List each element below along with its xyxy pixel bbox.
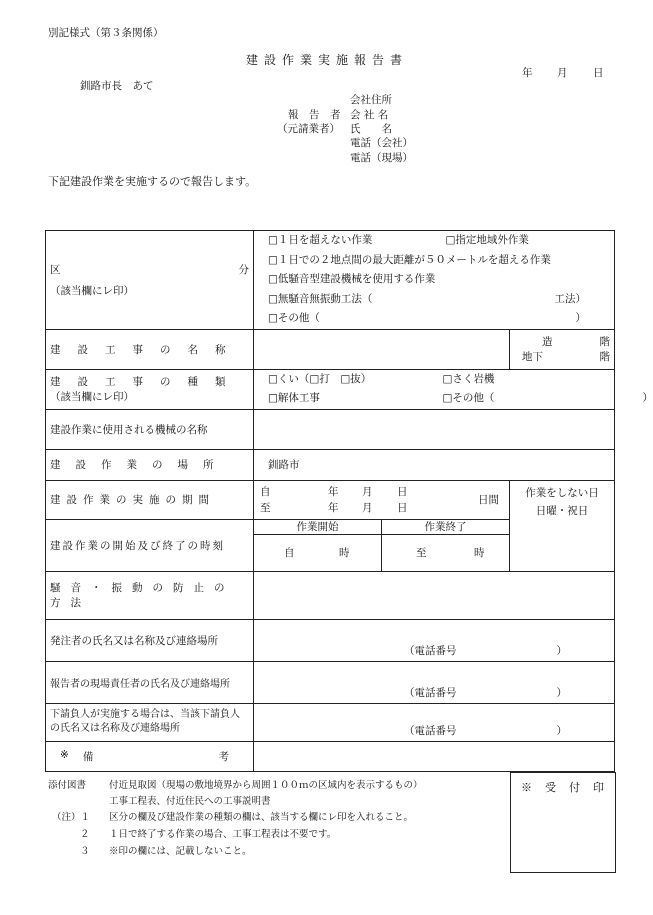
- construction-type-options[interactable]: □くい（□打 □抜） □さく岩機 □解体工事 □その他（ ）: [254, 369, 615, 409]
- reporter-label: 報 告 者: [288, 109, 341, 121]
- location-field[interactable]: 釧路市: [254, 449, 615, 480]
- construction-name-row: [46, 329, 615, 369]
- attachment-2: 工事工程表、付近住民への工事説明書: [109, 796, 271, 807]
- option-silent-method[interactable]: □無騒音無振動工法（: [268, 292, 373, 305]
- site-phone-label: 電話（現場）: [350, 152, 413, 164]
- machine-row: [46, 409, 615, 449]
- company-address-label: 会社住所: [350, 94, 392, 106]
- noise-row: [46, 571, 615, 619]
- category-row: [46, 231, 615, 330]
- type-pile-option[interactable]: □くい（□打 □抜）: [268, 373, 372, 385]
- period-label: 建設作業の実施の期間: [46, 480, 254, 519]
- remarks-row: [46, 741, 615, 771]
- option-single-day[interactable]: □１日を超えない作業: [268, 234, 373, 246]
- machine-label: 建設作業に使用される機械の名称: [46, 409, 254, 449]
- form-reference: 別記様式（第３条関係）: [48, 27, 164, 39]
- orderer-field[interactable]: （電話番号 ）: [254, 619, 615, 661]
- person-name-label: 氏 名: [350, 123, 392, 135]
- period-field[interactable]: 自 年 月 日 至 年 月 日 日間: [254, 480, 510, 519]
- addressee: 釧路市長 あて: [80, 80, 154, 92]
- orderer-row: [46, 619, 615, 661]
- note-1: 区分の欄及び建設作業の種類の欄は、該当する欄にレ印を入れること。: [109, 812, 414, 823]
- location-row: [46, 449, 615, 480]
- company-name-label: 会 社 名: [350, 109, 389, 121]
- option-outside-area[interactable]: □指定地域外作業: [445, 234, 529, 246]
- construction-type-row: [46, 369, 615, 409]
- floors-cell[interactable]: 造 階 地下 階: [510, 329, 615, 369]
- noise-field[interactable]: [254, 571, 615, 619]
- note-label: （注）１: [52, 812, 91, 823]
- option-low-noise[interactable]: □低騒音型建設機械を使用する作業: [268, 273, 436, 285]
- page-title: 建設作業実施報告書: [246, 53, 409, 67]
- reporter-note: （元請業者）: [277, 123, 340, 135]
- type-demolition-option[interactable]: □解体工事: [268, 392, 320, 404]
- note-2: １日で終了する作業の場合、工事工程表は不要です。: [109, 829, 337, 840]
- time-end-cell[interactable]: 作業終了 至 時: [382, 519, 510, 571]
- receipt-stamp-box[interactable]: [510, 772, 616, 873]
- site-manager-field[interactable]: （電話番号 ）: [254, 661, 615, 703]
- site-manager-label: 報告者の現場責任者の氏名及び連絡場所: [46, 661, 254, 703]
- time-label: 建設作業の開始及び終了の時刻: [46, 519, 254, 571]
- category-label-cell: 区 分 （該当欄にレ印）: [46, 231, 254, 330]
- type-other-option[interactable]: □その他（: [442, 392, 495, 404]
- subcontractor-label: 下請負人が実施する場合は、当該下請負人の氏名又は名称及び連絡場所: [46, 703, 254, 741]
- orderer-label: 発注者の氏名又は名称及び連絡場所: [46, 619, 254, 661]
- note-3-number: ３: [80, 846, 90, 857]
- location-label: 建設作業の場所: [46, 449, 254, 480]
- machine-field[interactable]: [254, 409, 615, 449]
- date-month-label: 月: [557, 67, 568, 79]
- remarks-field[interactable]: [254, 741, 615, 771]
- receipt-stamp-label: ※ 受 付 印: [521, 781, 605, 794]
- construction-type-label: 建設工事の種類 （該当欄にレ印）: [46, 369, 254, 409]
- site-manager-row: [46, 661, 615, 703]
- company-phone-label: 電話（会社）: [350, 137, 413, 149]
- subcontractor-row: [46, 703, 615, 741]
- attachments-label: 添付図書: [48, 780, 87, 791]
- option-distance[interactable]: □１日での２地点間の最大距離が５０メートルを超える作業: [268, 253, 551, 266]
- option-other[interactable]: □その他（: [268, 312, 320, 324]
- note-2-number: ２: [80, 829, 90, 840]
- remarks-label: ※ 備 考: [46, 741, 254, 771]
- report-form-table: [45, 230, 653, 772]
- attachment-1: 付近見取図（現場の敷地境界から周囲１００ｍの区域内を表示するもの）: [109, 780, 423, 791]
- report-statement: 下記建設作業を実施するので報告します。: [48, 175, 257, 188]
- type-rock-drill-option[interactable]: □さく岩機: [442, 373, 495, 385]
- date-day-label: 日: [593, 67, 604, 79]
- date-year-label: 年: [522, 67, 533, 79]
- no-work-days-cell[interactable]: [510, 480, 615, 571]
- period-row: [46, 480, 615, 519]
- subcontractor-field[interactable]: （電話番号 ）: [254, 703, 615, 741]
- construction-name-field[interactable]: [254, 329, 510, 369]
- noise-label: 騒音・振動の防止の方法: [46, 571, 254, 619]
- construction-name-label: 建設工事の名称: [46, 329, 254, 369]
- no-work-days-header: 作業をしない日: [525, 486, 599, 499]
- category-note: （該当欄にレ印）: [50, 284, 134, 297]
- category-options[interactable]: □１日を超えない作業 □指定地域外作業 □１日での２地点間の最大距離が５０メートルを超える作業 □低騒音型建設機械を使用する作業 □無騒音無振動工法（ 工法） □その他（ ）: [254, 231, 615, 330]
- time-start-cell[interactable]: 作業開始 自 時: [254, 519, 382, 571]
- no-work-days-value: 日曜・祝日: [535, 504, 589, 517]
- note-3: ※印の欄には、記載しないこと。: [109, 846, 252, 857]
